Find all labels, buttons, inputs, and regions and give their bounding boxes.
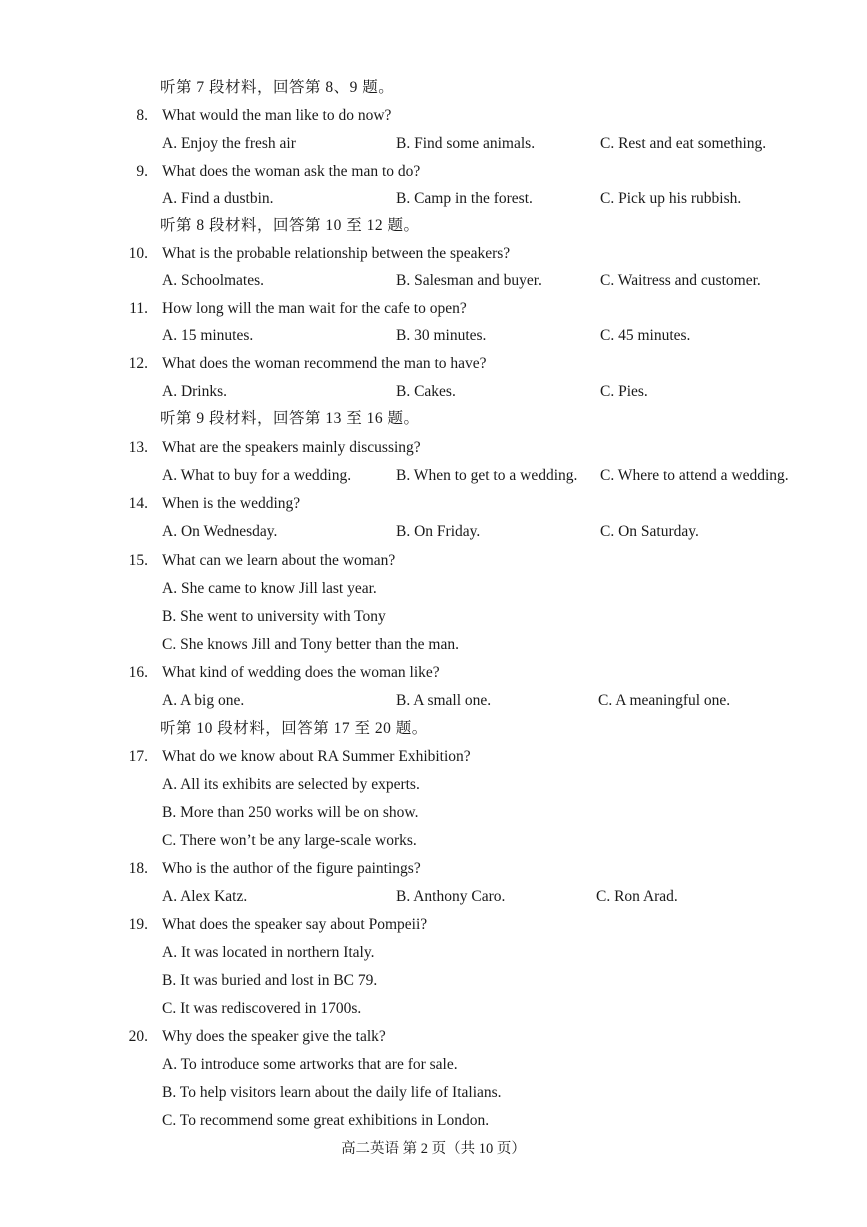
question-number: 10. [128,245,148,262]
question-number: 12. [128,355,148,372]
question-number: 20. [128,1028,148,1045]
question-number: 11. [129,300,148,317]
option-a: A. A big one. [162,692,245,709]
option-a: A. All its exhibits are selected by experts. [162,776,420,793]
option-c: C. Pies. [600,383,648,400]
option-b: B. It was buried and lost in BC 79. [162,972,378,989]
question-number: 15. [128,552,148,569]
question-text: When is the wedding? [162,495,301,512]
option-b: B. On Friday. [396,523,481,540]
option-a: A. Schoolmates. [162,272,265,289]
option-a: A. To introduce some artworks that are for sale. [162,1056,458,1073]
option-c: C. Rest and eat something. [600,135,767,152]
question-text: What does the speaker say about Pompeii? [162,916,428,933]
option-c: C. A meaningful one. [598,692,731,709]
option-c: C. To recommend some great exhibitions in London. [162,1112,490,1129]
question-number: 16. [128,664,148,681]
option-b: B. 30 minutes. [396,327,487,344]
option-b: B. Cakes. [396,383,456,400]
question-text: What are the speakers mainly discussing? [162,439,421,456]
question-number: 19. [128,916,148,933]
question-text: Who is the author of the figure paintings? [162,860,421,877]
question-number: 17. [128,748,148,765]
option-c: C. On Saturday. [600,523,699,540]
option-c: C. 45 minutes. [600,327,691,344]
question-number: 9. [136,163,148,180]
question-text: What do we know about RA Summer Exhibition? [162,748,471,765]
option-a: A. Enjoy the fresh air [162,135,296,152]
option-c: C. Waitress and customer. [600,272,761,289]
section-heading-text: 听第 10 段材料，回答第 17 至 20 题。 [160,720,428,737]
option-b: B. Camp in the forest. [396,190,533,207]
page-footer: 高二英语 第 2 页（共 10 页） [341,1141,526,1157]
question-text: What would the man like to do now? [162,107,392,124]
question-text: Why does the speaker give the talk? [162,1028,386,1045]
option-b: B. To help visitors learn about the daily life of Italians. [162,1084,502,1101]
option-b: B. Anthony Caro. [396,888,506,905]
option-a: A. 15 minutes. [162,327,254,344]
option-a: A. It was located in northern Italy. [162,944,375,961]
option-b: B. She went to university with Tony [162,608,386,625]
question-number: 14. [128,495,148,512]
question-text: How long will the man wait for the cafe to open? [162,300,467,317]
option-a: A. Find a dustbin. [162,190,274,207]
option-c: C. There won’t be any large-scale works. [162,832,417,849]
question-text: What kind of wedding does the woman like? [162,664,440,681]
section-heading-text: 听第 7 段材料，回答第 8、9 题。 [160,79,395,96]
option-a: A. She came to know Jill last year. [162,580,377,597]
option-c: C. Where to attend a wedding. [600,467,789,484]
option-b: B. More than 250 works will be on show. [162,804,419,821]
option-c: C. Pick up his rubbish. [600,190,742,207]
option-a: A. On Wednesday. [162,523,278,540]
question-number: 18. [128,860,148,877]
question-text: What can we learn about the woman? [162,552,396,569]
question-text: What is the probable relationship between the speakers? [162,245,511,262]
option-a: A. What to buy for a wedding. [162,467,352,484]
option-c: C. Ron Arad. [596,888,678,905]
option-a: A. Drinks. [162,383,228,400]
question-number: 13. [128,439,148,456]
option-b: B. Salesman and buyer. [396,272,542,289]
section-heading-text: 听第 8 段材料，回答第 10 至 12 题。 [160,217,420,234]
option-a: A. Alex Katz. [162,888,248,905]
option-b: B. When to get to a wedding. [396,467,578,484]
option-c: C. It was rediscovered in 1700s. [162,1000,362,1017]
question-number: 8. [136,107,148,124]
option-c: C. She knows Jill and Tony better than the man. [162,636,459,653]
section-heading-text: 听第 9 段材料，回答第 13 至 16 题。 [160,410,420,427]
option-b: B. A small one. [396,692,492,709]
option-b: B. Find some animals. [396,135,536,152]
question-text: What does the woman ask the man to do? [162,163,421,180]
question-text: What does the woman recommend the man to have? [162,355,487,372]
